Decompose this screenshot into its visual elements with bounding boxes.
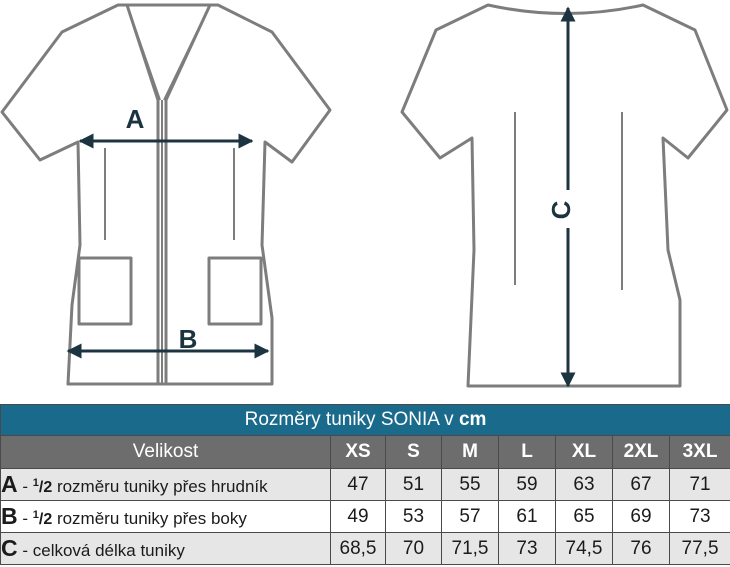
table-cell: 68,5: [331, 533, 386, 565]
table-title: Rozměry tuniky SONIA v cm: [1, 405, 730, 436]
table-cell: 61: [499, 501, 556, 533]
table-cell: 49: [331, 501, 386, 533]
size-header: XL: [556, 436, 613, 469]
size-header: 3XL: [670, 436, 730, 469]
label-a: A: [125, 104, 145, 134]
fraction-half: $^1$/2: [32, 477, 53, 496]
size-header: M: [442, 436, 499, 469]
table-row: [1, 501, 730, 533]
table-cell: 77,5: [670, 533, 730, 565]
size-header: 2XL: [613, 436, 670, 469]
table-cell: 67: [613, 469, 670, 501]
table-cell: 73: [499, 533, 556, 565]
table-cell: 71: [670, 469, 730, 501]
row-label: C - celková délka tuniky: [1, 533, 331, 565]
title-unit: cm: [458, 409, 487, 430]
size-header: XS: [331, 436, 386, 469]
row-letter: A: [1, 471, 18, 497]
row-label: B - $^1$/2 rozměru tuniky přes boky: [1, 501, 331, 533]
size-header: S: [386, 436, 442, 469]
size-header: L: [499, 436, 556, 469]
table-cell: 65: [556, 501, 613, 533]
label-b: B: [178, 324, 198, 354]
table-cell: 71,5: [442, 533, 499, 565]
row-label: A - $^1$/2 rozměru tuniky přes hrudník: [1, 469, 331, 501]
table-title-row: [1, 405, 730, 436]
table-row: [1, 533, 730, 565]
front-pocket-left: [79, 258, 131, 324]
row-letter: C: [1, 535, 18, 561]
table-cell: 69: [613, 501, 670, 533]
table-cell: 57: [442, 501, 499, 533]
table-cell: 74,5: [556, 533, 613, 565]
fraction-half: $^1$/2: [32, 509, 53, 528]
table-cell: 53: [386, 501, 442, 533]
row-letter: B: [1, 503, 18, 529]
table-cell: 70: [386, 533, 442, 565]
table-cell: 47: [331, 469, 386, 501]
front-view: [2, 5, 330, 384]
size-table: [0, 404, 730, 565]
table-cell: 76: [613, 533, 670, 565]
table-cell: 51: [386, 469, 442, 501]
front-pocket-right: [209, 258, 261, 324]
table-cell: 59: [499, 469, 556, 501]
table-cell: 63: [556, 469, 613, 501]
header-size-label: Velikost: [1, 436, 331, 469]
table-row: [1, 469, 730, 501]
table-header-row: [1, 436, 730, 469]
label-c: C: [546, 200, 576, 220]
table-cell: 73: [670, 501, 730, 533]
table-cell: 55: [442, 469, 499, 501]
